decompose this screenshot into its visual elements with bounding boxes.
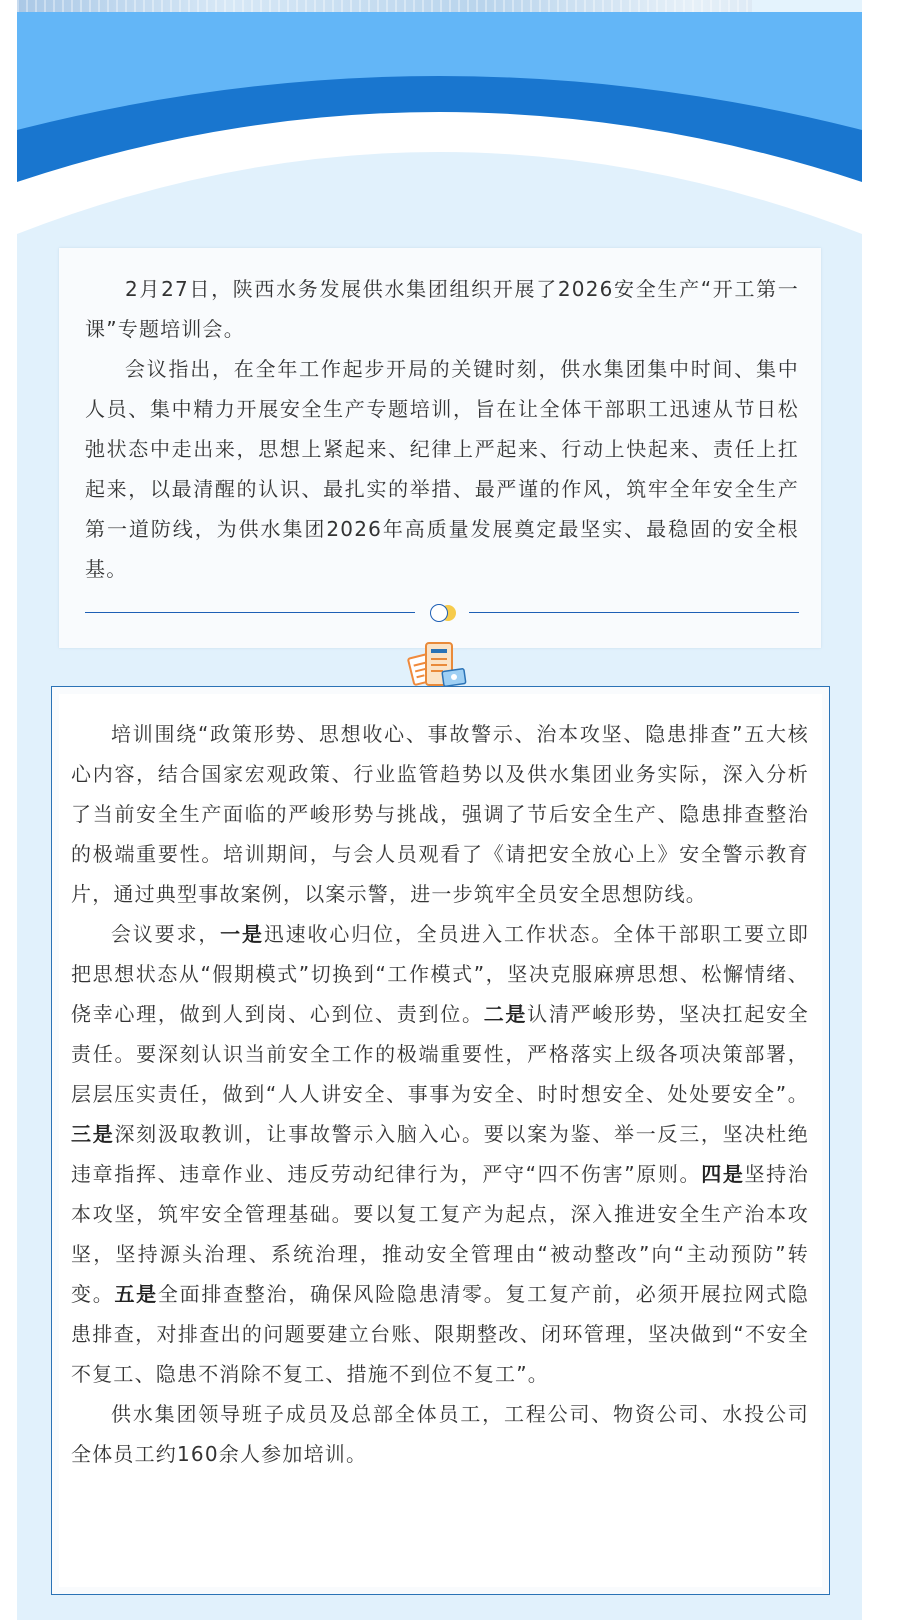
content-panel — [17, 0, 862, 1620]
ring-icon — [430, 604, 448, 622]
intro-card — [59, 248, 821, 648]
point-3-text: 深刻汲取教训，让事故警示入脑入心。要以案为鉴、举一反三，坚决杜绝违章指挥、违章作业、违反劳动纪律行为，严守“四不伤害”原则。 — [71, 1122, 809, 1186]
header-wave-decoration — [17, 12, 862, 252]
divider-line-right — [469, 612, 799, 613]
main-paragraph-2 — [71, 914, 809, 1394]
point-2-keyword: 二是 — [483, 1002, 528, 1026]
point-1-keyword: 一是 — [220, 922, 264, 946]
main-card-inner — [59, 694, 822, 1587]
main-paragraph-3: 供水集团领导班子成员及总部全体员工，工程公司、物资公司、水投公司全体员工约160余人参加培训。 — [71, 1402, 809, 1466]
point-3-keyword: 三是 — [71, 1122, 115, 1146]
main-card — [51, 686, 830, 1595]
point-4-keyword: 四是 — [701, 1162, 745, 1186]
section-divider — [85, 598, 799, 628]
point-5-text: 全面排查整治，确保风险隐患清零。复工复产前，必须开展拉网式隐患排查，对排查出的问题要建立台账、限期整改、闭环管理，坚决做到“不安全不复工、隐患不消除不复工、措施不到位不复工”。 — [71, 1282, 810, 1386]
point-5-keyword: 五是 — [114, 1282, 158, 1306]
point-4-text: 坚持治本攻坚，筑牢安全管理基础。要以复工复产为起点，深入推进安全生产治本攻坚，坚持源头治理、系统治理，推动安全管理由“被动整改”向“主动预防”转变。 — [71, 1162, 809, 1306]
point-2-text: 认清严峻形势，坚决扛起安全责任。要深刻认识当前安全工作的极端重要性，严格落实上级各项决策部署，层层压实责任，做到“人人讲安全、事事为安全、时时想安全、处处要安全”。 — [71, 1002, 809, 1106]
main-paragraph-1: 培训围绕“政策形势、思想收心、事故警示、治本攻坚、隐患排查”五大核心内容，结合国家宏观政策、行业监管趋势以及供水集团业务实际，深入分析了当前安全生产面临的严峻形势与挑战，强调了节后安全生产、隐患排查整治的极端重要性。培训期间，与会人员观看了《请把安全放心上》安全警示教育片，通过典型事故案例，以案示警，进一步筑牢全员安全思想防线。 — [71, 722, 809, 906]
point-1-text: 迅速收心归位，全员进入工作状态。全体干部职工要立即把思想状态从“假期模式”切换到“工作模式”，坚决克服麻痹思想、松懈情绪、侥幸心理，做到人到岗、心到位、责到位。 — [71, 922, 810, 1026]
intro-paragraph-2: 会议指出，在全年工作起步开局的关键时刻，供水集团集中时间、集中人员、集中精力开展安全生产专题培训，旨在让全体干部职工迅速从节日松弛状态中走出来，思想上紧起来、纪律上严起来、行动上快起来、责任上扛起来，以最清醒的认识、最扎实的举措、最严谨的作风，筑牢全年安全生产第一道防线，为供水集团2026年高质量发展奠定最坚实、最稳固的安全根基。 — [85, 357, 799, 581]
intro-text — [85, 269, 799, 589]
main-text — [71, 714, 809, 1474]
intro-paragraph-1: 2月27日，陕西水务发展供水集团组织开展了2026安全生产“开工第一课”专题培训会。 — [85, 277, 799, 341]
divider-line-left — [85, 612, 415, 613]
document-clipboard-icon — [407, 638, 469, 694]
requirements-lead: 会议要求， — [111, 922, 221, 946]
